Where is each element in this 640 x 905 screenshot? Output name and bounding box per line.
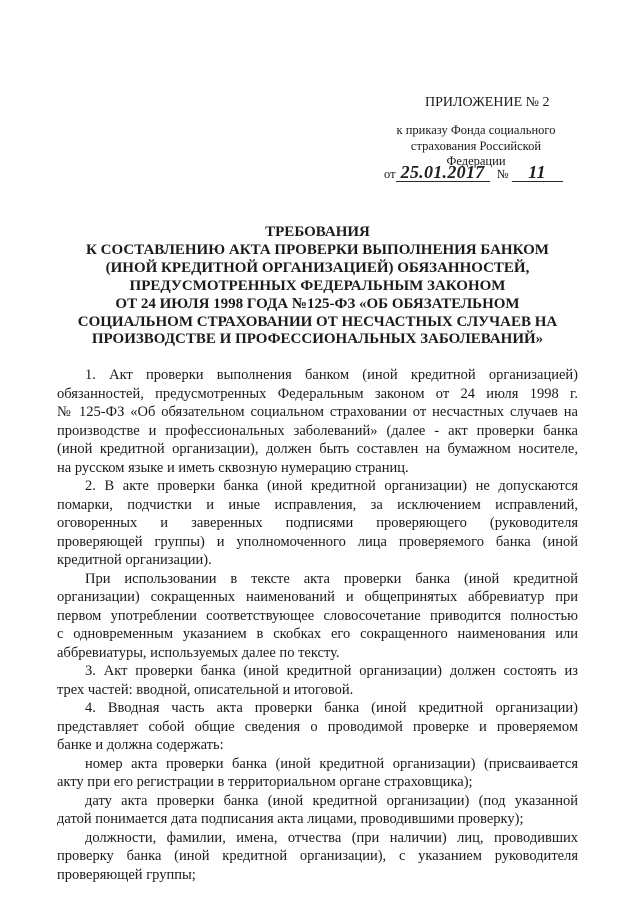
body-line: номер акта проверки банка (иной кредитной организации) (присваивается xyxy=(85,755,578,772)
body-line: первом употреблении соответствующее словосочетание приводится полностью xyxy=(57,607,578,624)
body-line: трех частей: вводной, описательной и итоговой. xyxy=(57,681,354,698)
order-line: к приказу Фонда социального xyxy=(396,123,556,137)
body-line: проверяющей группы) и уполномоченного лица проверяемого банка (иной xyxy=(57,533,578,550)
body-line: При использовании в тексте акта проверки банка (иной кредитной xyxy=(85,570,578,587)
handwritten-number: 11 xyxy=(512,164,563,182)
paragraph-6 xyxy=(57,755,578,792)
body-line: датой понимается дата подписания акта лицами, проводившими проверку); xyxy=(57,811,524,827)
body-line: (иной кредитной организации), должен быть составлен на бумажном носителе, xyxy=(57,441,578,457)
body-line: банке и должна содержать: xyxy=(57,737,224,753)
body-line: представляет собой общие сведения о проводимой проверке и проверяемом xyxy=(57,718,578,735)
paragraph-5 xyxy=(57,699,578,755)
title-line: ПРЕДУСМОТРЕННЫХ ФЕДЕРАЛЬНЫМ ЗАКОНОМ xyxy=(129,277,506,294)
body-line: производстве и профессиональных заболеваний» (далее - акт проверки банка xyxy=(57,422,578,439)
order-date-number xyxy=(384,162,563,182)
paragraph-4 xyxy=(57,662,578,699)
body-line: проверяющей группы; xyxy=(57,866,196,883)
paragraph-2 xyxy=(57,477,578,570)
document-body xyxy=(57,366,578,884)
paragraph-3 xyxy=(57,570,578,663)
body-line: на русском языке и иметь сквозную нумерацию страниц. xyxy=(57,459,409,476)
date-prefix: от xyxy=(384,167,396,181)
paragraph-7 xyxy=(57,792,578,829)
body-line: 4. Вводная часть акта проверки банка (иной кредитной организации) xyxy=(85,700,578,716)
order-line: Федерации xyxy=(446,154,506,168)
title-line: ТРЕБОВАНИЯ xyxy=(265,224,370,240)
body-line: проверку банка (иной кредитной организации), с указанием руководителя xyxy=(57,848,578,864)
body-line: 2. В акте проверки банка (иной кредитной организации) не допускаются xyxy=(85,478,578,494)
body-line: организации) сокращенных наименований и общепринятых аббревиатур при xyxy=(57,589,578,605)
body-line: оговоренных и заверенных подписями проверяющего (руководителя xyxy=(57,515,578,531)
paragraph-8 xyxy=(57,829,578,885)
paragraph-1 xyxy=(57,366,578,477)
body-line: 3. Акт проверки банка (иной кредитной организации) должен состоять из xyxy=(85,663,578,679)
order-line: страхования Российской xyxy=(410,138,542,153)
body-line: обязанностей, предусмотренных Федеральным законом от 24 июля 1998 г. xyxy=(57,385,578,402)
body-line: дату акта проверки банка (иной кредитной организации) (под указанной xyxy=(85,792,578,809)
appendix-label: ПРИЛОЖЕНИЕ № 2 xyxy=(425,95,550,110)
title-line: ОТ 24 ИЮЛЯ 1998 ГОДА №125-ФЗ «ОБ ОБЯЗАТЕЛЬНОМ xyxy=(115,295,520,312)
body-line: № 125-ФЗ «Об обязательном социальном страховании от несчастных случаев на xyxy=(57,404,578,420)
title-line: К СОСТАВЛЕНИЮ АКТА ПРОВЕРКИ ВЫПОЛНЕНИЯ БАНКОМ xyxy=(86,241,549,258)
body-line: должности, фамилии, имена, отчества (при наличии) лиц, проводивших xyxy=(85,829,578,846)
body-line: акту при его регистрации в территориальном органе страховщика); xyxy=(57,774,473,790)
number-prefix: № xyxy=(496,167,509,181)
body-line: 1. Акт проверки выполнения банком (иной кредитной организацией) xyxy=(85,367,578,383)
body-line: кредитной организации). xyxy=(57,552,212,568)
title-line: СОЦИАЛЬНОМ СТРАХОВАНИИ ОТ НЕСЧАСТНЫХ СЛУЧАЕВ НА xyxy=(77,313,558,330)
document-title xyxy=(57,224,578,349)
body-line: с одновременным указанием в скобках его сокращенного наименования или xyxy=(57,626,578,642)
title-line: ПРОИЗВОДСТВЕ И ПРОФЕССИОНАЛЬНЫХ ЗАБОЛЕВАНИЙ» xyxy=(91,331,544,348)
body-line: аббревиатуры, используемых далее по тексту. xyxy=(57,644,340,661)
handwritten-date: 25.01.2017 xyxy=(396,164,490,182)
title-line: (ИНОЙ КРЕДИТНОЙ ОРГАНИЗАЦИЕЙ) ОБЯЗАННОСТЕЙ, xyxy=(105,259,530,276)
body-line: помарки, подчистки и иные исправления, за исключением исправлений, xyxy=(57,496,578,513)
